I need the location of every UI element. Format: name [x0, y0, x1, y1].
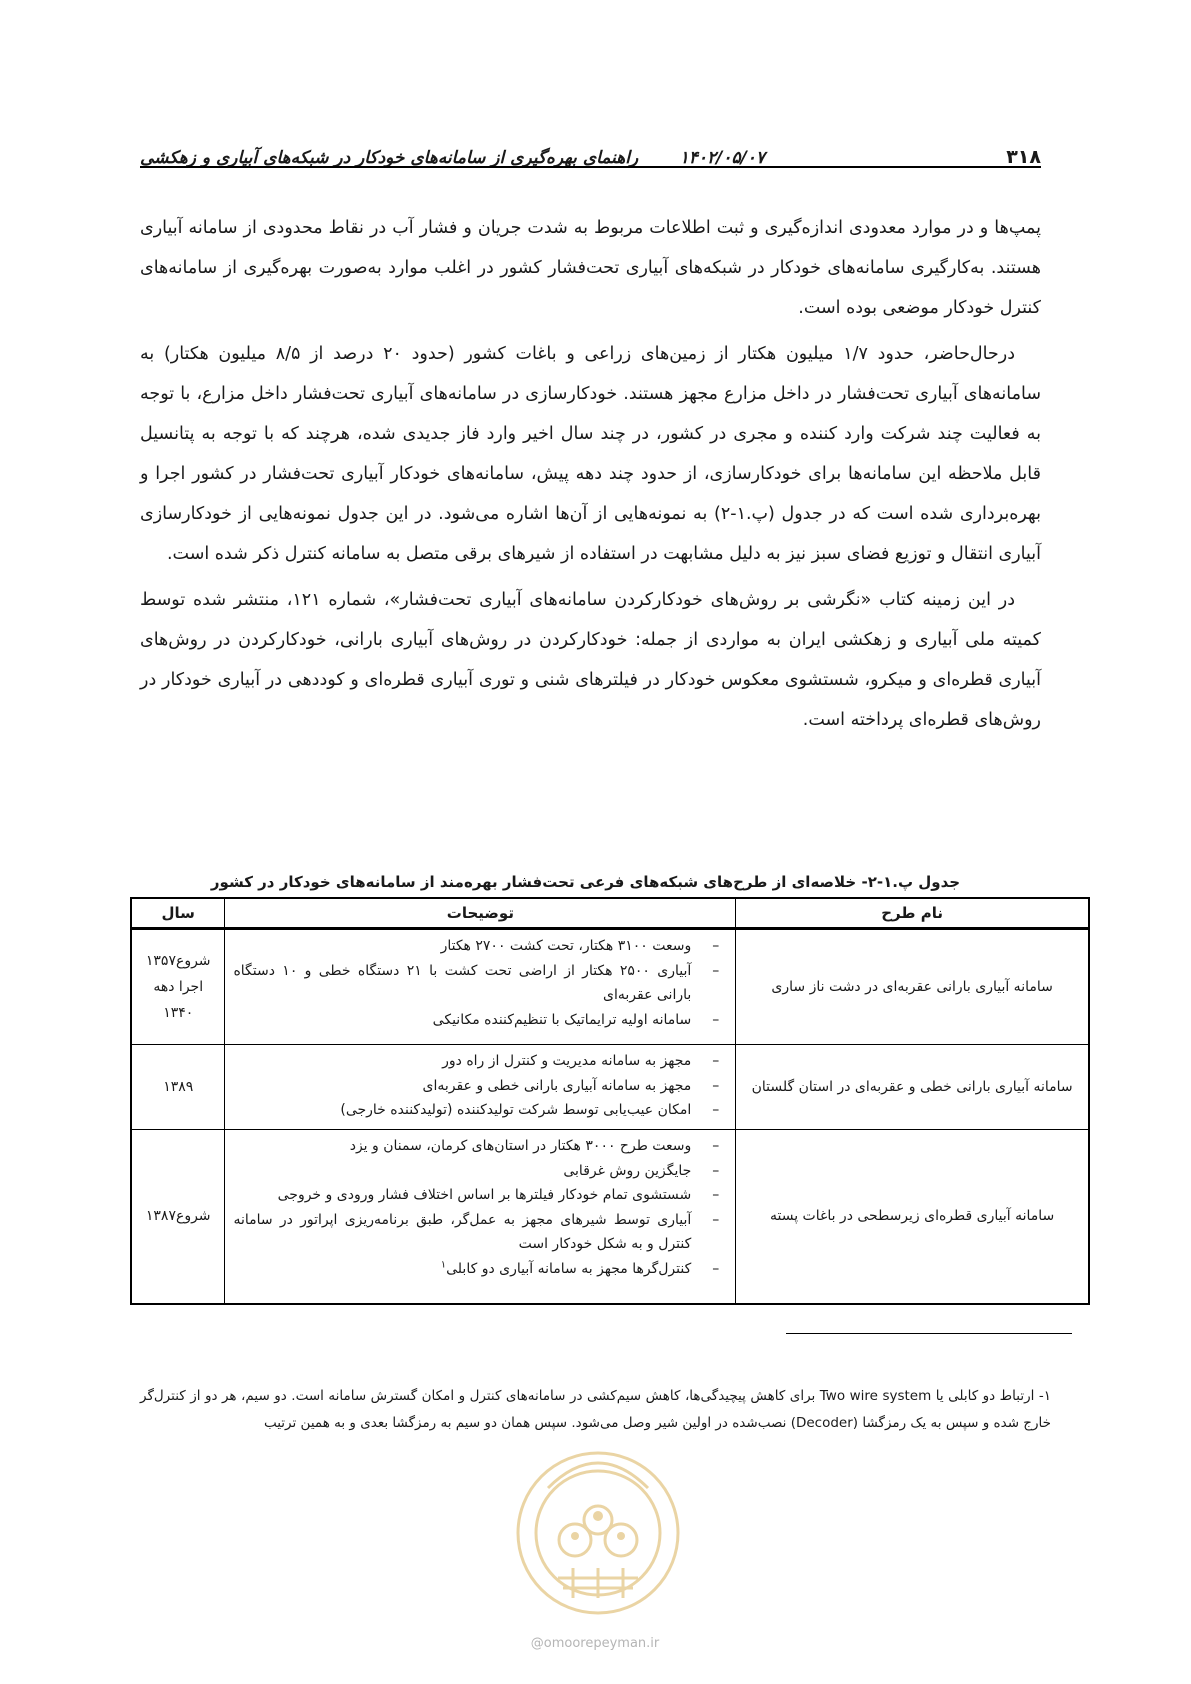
paragraph-2: درحال‌حاضر، حدود ۱/۷ میلیون هکتار از زمین‌های زراعی و باغات کشور (حدود ۲۰ درصد از ۸/۵ میلیون هکتار) به سامانه‌های آبیاری تحت‌فشار در داخل مزارع مجهز هستند. خودکارسازی در سامانه‌های آبیاری تحت‌فشار داخل مزارع، با توجه به فعالیت چند شرکت وارد کننده و مجری در کشور، در چند سال اخیر وارد فاز جدیدی شده، هرچند که با توجه به پتانسیل قابل ملاحظه این سامانه‌ها برای خودکارسازی، از حدود چند دهه پیش، سامانه‌های خودکار آبیاری تحت‌فشار در کشور اجرا و بهره‌برداری شده است که در جدول (پ.۱-۲) به نمونه‌هایی از آن‌ها اشاره می‌شود. در این جدول نمونه‌هایی از خودکارسازی آبیاری انتقال و توزیع فضای سبز نیز به دلیل مشابهت در استفاده از شیرهای برقی متصل به سامانه کنترل ذکر شده است. [140, 344, 1041, 564]
description-cell [225, 1130, 736, 1304]
table-row [131, 1045, 1089, 1130]
list-item: – مجهز به سامانه آبیاری بارانی خطی و عقربه‌ای [233, 1074, 725, 1099]
page-header [140, 118, 1041, 168]
list-item: – امکان عیب‌یابی توسط شرکت تولیدکننده (تولیدکننده خارجی) [233, 1098, 725, 1123]
year-cell [131, 929, 225, 1045]
description-list [233, 1049, 725, 1123]
projects-table [130, 897, 1090, 1305]
footnote-reference: ۱ [440, 1258, 447, 1270]
list-item-text: کنترل‌گرها مجهز به سامانه آبیاری دو کابلی [446, 1260, 692, 1277]
body-text [140, 208, 1041, 746]
year-line: ۱۳۸۹ [163, 1079, 194, 1095]
year-cell [131, 1130, 225, 1304]
project-name-cell: سامانه آبیاری قطره‌ای زیرسطحی در باغات پسته [736, 1130, 1089, 1304]
table-header-row [131, 898, 1089, 929]
project-name-cell: سامانه آبیاری بارانی خطی و عقربه‌ای در استان گلستان [736, 1045, 1089, 1130]
footnote-rule [786, 1333, 1072, 1334]
year-line: ۱۳۴۰ [163, 1005, 194, 1021]
list-item: – مجهز به سامانه مدیریت و کنترل از راه دور [233, 1049, 725, 1074]
table-row [131, 1130, 1089, 1304]
description-cell [225, 929, 736, 1045]
year-line: شروع۱۳۵۷ [145, 953, 211, 969]
year-line: شروع۱۳۸۷ [145, 1208, 211, 1225]
list-item [233, 1257, 725, 1282]
running-title: ۱۴۰۲/۰۵/۰۷ راهنمای بهره‌گیری از سامانه‌های خودکار در شبکه‌های آبیاری و زهکشی [140, 148, 766, 168]
page-number: ۳۱۸ [1006, 146, 1041, 168]
watermark-url: @omoorepeyman.ir [530, 1636, 660, 1651]
watermark-logo [503, 1428, 693, 1618]
paragraph-1: پمپ‌ها و در موارد معدودی اندازه‌گیری و ثبت اطلاعات مربوط به شدت جریان و فشار آب در نقاط محدودی از سامانه آبیاری هستند. به‌کارگیری سامانه‌های خودکار در شبکه‌های آبیاری تحت‌فشار کشور در اغلب موارد به‌صورت بهره‌گیری از سامانه‌های کنترل خودکار موضعی بوده است. [140, 218, 1041, 318]
header-project-name: نام طرح [736, 898, 1089, 929]
year-line: اجرا دهه [153, 979, 204, 995]
description-list [233, 934, 725, 1032]
project-name-cell: سامانه آبیاری بارانی عقربه‌ای در دشت ناز ساری [736, 929, 1089, 1045]
header-description: توضیحات [225, 898, 736, 929]
list-item: – وسعت طرح ۳۰۰۰ هکتار در استان‌های کرمان، سمنان و یزد [233, 1134, 725, 1159]
table-row [131, 929, 1089, 1045]
footnote: ۱- ارتباط دو کابلی یا Two wire system برای کاهش پیچیدگی‌ها، کاهش سیم‌کشی در سامانه‌های کنترل و امکان گسترش سامانه است. دو سیم، هر دو از کنترل‌گر خارج شده و سپس به یک رمزگشا (Decoder) نصب‌شده در اولین شیر وصل می‌شود. سپس همان دو سیم به رمزگشا بعدی و به همین ترتیب [140, 1388, 1051, 1431]
header-year: سال [131, 898, 225, 929]
list-item: – شستشوی تمام خودکار فیلترها بر اساس اختلاف فشار ورودی و خروجی [233, 1183, 725, 1208]
header-rule [140, 166, 1041, 168]
description-cell [225, 1045, 736, 1130]
list-item: – آبیاری ۲۵۰۰ هکتار از اراضی تحت کشت با ۲۱ دستگاه خطی و ۱۰ دستگاه بارانی عقربه‌ای [233, 959, 725, 1008]
list-item: – آبیاری توسط شیرهای مجهز به عمل‌گر، طبق برنامه‌ریزی اپراتور در سامانه کنترل و به شکل خودکار است [233, 1208, 725, 1257]
year-cell [131, 1045, 225, 1130]
list-item: – سامانه اولیه ترایماتیک با تنظیم‌کننده مکانیکی [233, 1008, 725, 1033]
table-caption: جدول پ.۱-۲- خلاصه‌ای از طرح‌های شبکه‌های فرعی تحت‌فشار بهره‌مند از سامانه‌های خودکار در کشور [210, 873, 961, 891]
description-list [233, 1134, 725, 1281]
list-item: – جایگزین روش غرقابی [233, 1159, 725, 1184]
list-item: – وسعت ۳۱۰۰ هکتار، تحت کشت ۲۷۰۰ هکتار [233, 934, 725, 959]
paragraph-3: در این زمینه کتاب «نگرشی بر روش‌های خودکارکردن سامانه‌های آبیاری تحت‌فشار»، شماره ۱۲۱، منتشر شده توسط کمیته ملی آبیاری و زهکشی ایران به مواردی از جمله: خودکارکردن در روش‌های آبیاری بارانی، خودکارکردن در روش‌های آبیاری قطره‌ای و میکرو، شستشوی معکوس خودکار در فیلترهای شنی و توری آبیاری قطره‌ای و کوددهی در آبیاری خودکار در روش‌های قطره‌ای پرداخته است. [140, 590, 1041, 730]
